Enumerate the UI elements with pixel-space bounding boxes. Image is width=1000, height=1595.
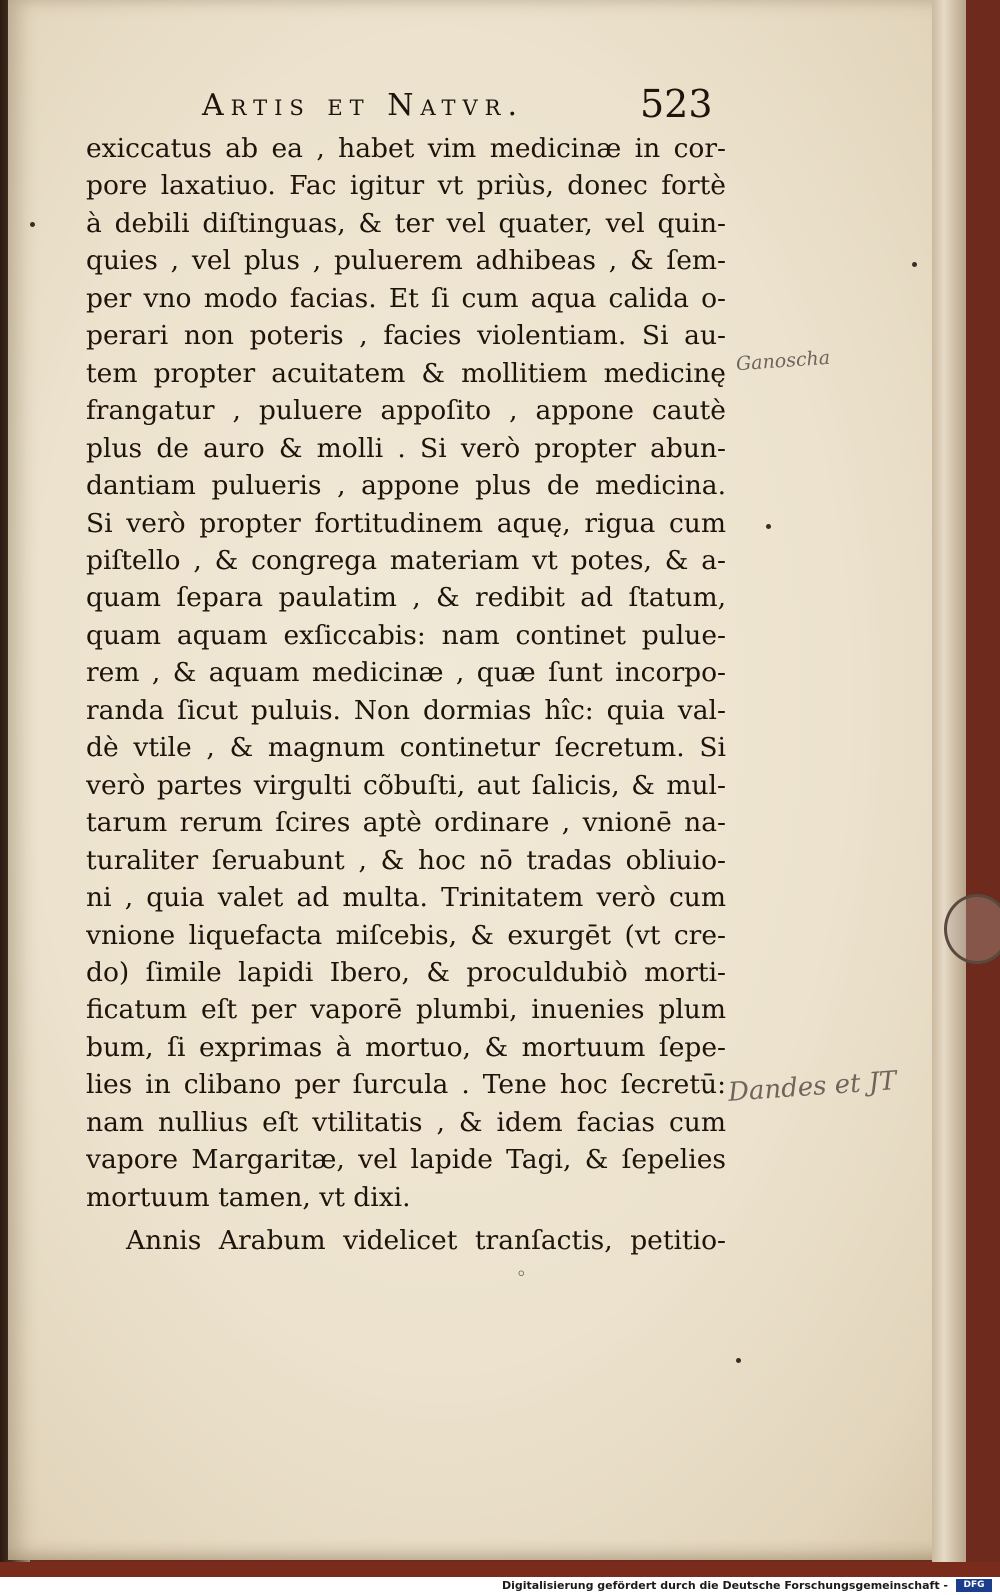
ink-speck [736, 1358, 741, 1363]
text-line: dè vtile , & magnum continetur ſecretum. Si [86, 732, 726, 764]
text-line: dantiam pulueris , appone plus de medicina. [86, 470, 726, 502]
text-line: do) ſimile lapidi Ibero, & proculdubiò morti- [86, 956, 726, 988]
text-line: vnione liquefacta miſcebis, & exurgēt (vt cre- [86, 919, 726, 951]
text-line: per vno modo facias. Et ſi cum aqua calida o- [86, 282, 726, 314]
text-line: bum, ſi exprimas à mortuo, & mortuum ſepe- [86, 1031, 726, 1063]
text-line: turaliter ſeruabunt , & hoc nō tradas obliuio- [86, 844, 726, 876]
text-line: à debili diſtinguas, & ter vel quater, vel quin- [86, 207, 726, 239]
ink-speck [30, 222, 35, 227]
ink-speck [912, 262, 917, 267]
text-line: ficatum eſt per vaporē plumbi, inuenies plum [86, 994, 726, 1026]
text-line: ni , quia valet ad multa. Trinitatem verò cum [86, 882, 726, 914]
page-fore-edge [932, 0, 966, 1570]
text-line: verò partes virgulti cõbuſti, aut ſalicis, & mul- [86, 769, 726, 801]
text-line: vapore Margaritæ, vel lapide Tagi, & ſepelies [86, 1144, 726, 1176]
handwritten-marginal-note: Dandes et JT [727, 1066, 898, 1108]
text-line: randa ſicut puluis. Non dormias hîc: quia val- [86, 694, 726, 726]
handwritten-marginal-note: Ganoscha [735, 346, 831, 376]
binding-bottom-band [0, 1562, 1000, 1577]
text-line: quies , vel plus , puluerem adhibeas , & ſem- [86, 245, 726, 277]
text-line: piſtello , & congrega materiam vt potes, & a- [86, 544, 726, 576]
funding-credit: Digitalisierung gefördert durch die Deutsche Forschungsgemeinschaft - [501, 1579, 948, 1592]
text-line: nam nullius eſt vtilitatis , & idem facias cum [86, 1106, 726, 1138]
text-line: frangatur , puluere appoſito , appone cautè [86, 395, 726, 427]
text-line: pore laxatiuo. Fac igitur vt priùs, donec fortè [86, 170, 726, 202]
paragraph-opening-line: Annis Arabum videlicet tranſactis, petitio- [126, 1225, 726, 1257]
page-number: 523 [640, 82, 713, 126]
text-line: tarum rerum ſcires aptè ordinare , vnionē na- [86, 807, 726, 839]
text-line: quam aquam exſiccabis: nam continet pulue- [86, 619, 726, 651]
text-line: lies in clibano per ſurcula . Tene hoc ſecretū: [86, 1069, 726, 1101]
ink-speck [766, 524, 771, 529]
running-head: Artis et Natvr. [202, 88, 524, 123]
text-line: Si verò propter fortitudinem aquę, rigua cum [86, 507, 726, 539]
text-line: perari non poteris , facies violentiam. Si au- [86, 320, 726, 352]
text-line: plus de auro & molli . Si verò propter abun- [86, 432, 726, 464]
text-line: rem , & aquam medicinæ , quæ ſunt incorpo- [86, 657, 726, 689]
text-line: exiccatus ab ea , habet vim medicinæ in cor- [86, 133, 726, 164]
body-text [86, 130, 726, 1260]
text-line: tem propter acuitatem & mollitiem medicinę [86, 357, 726, 389]
text-line: mortuum tamen, vt dixi. [86, 1181, 411, 1213]
dfg-logo: DFG [956, 1579, 992, 1592]
ornament-mark: ◦ [516, 1264, 527, 1285]
digitization-footer [0, 1577, 1000, 1595]
text-line: quam ſepara paulatim , & redibit ad ſtatum, [86, 582, 726, 614]
